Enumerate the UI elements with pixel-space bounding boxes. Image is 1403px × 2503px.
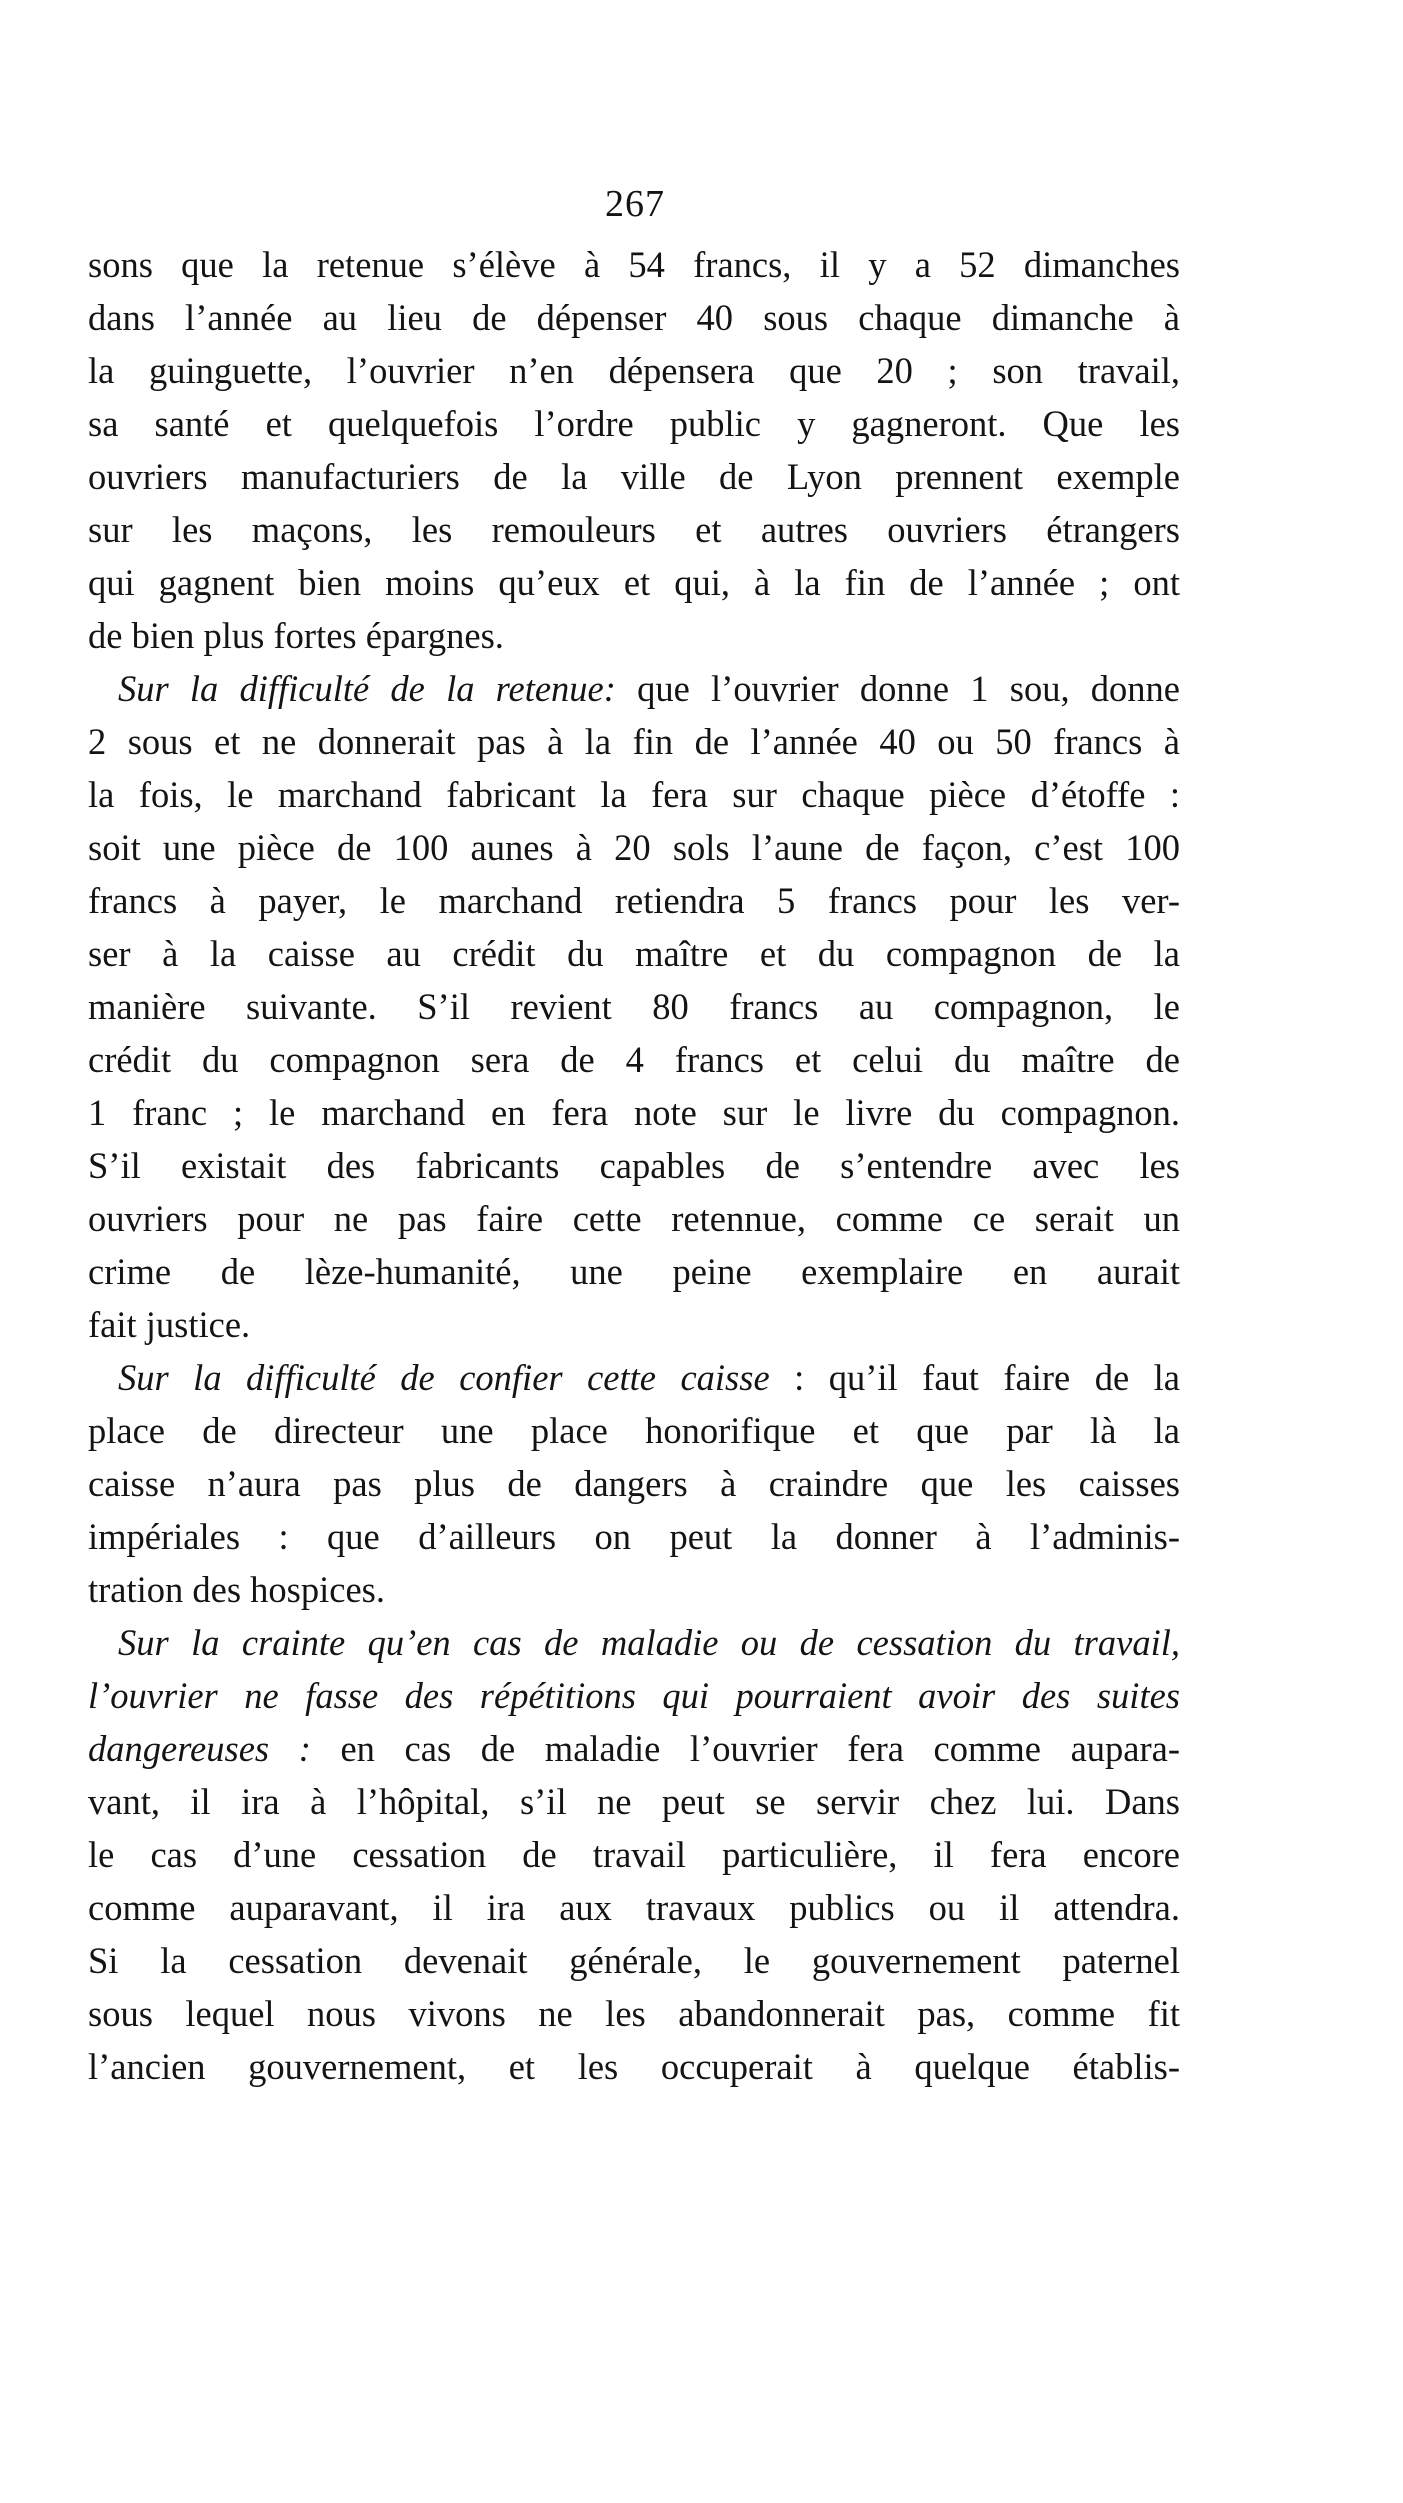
text-span: sons que la retenue s’élève à 54 francs, il y a 52 dimanches xyxy=(88,244,1180,285)
text-span: comme auparavant, il ira aux travaux publics ou il attendra. xyxy=(88,1887,1180,1928)
text-line xyxy=(88,1775,1180,1828)
italic-text: Sur la difficulté de la retenue: xyxy=(118,668,616,709)
text-span: sous lequel nous vivons ne les abandonnerait pas, comme fit xyxy=(88,1993,1180,2034)
text-line xyxy=(88,1086,1180,1139)
text-line xyxy=(88,715,1180,768)
text-line xyxy=(88,556,1180,609)
italic-text: dangereuses : xyxy=(88,1728,311,1769)
text-line xyxy=(88,609,1180,662)
text-line xyxy=(88,291,1180,344)
text-span: : qu’il faut faire de la xyxy=(769,1357,1181,1398)
text-span: caisse n’aura pas plus de dangers à craindre que les caisses xyxy=(88,1463,1180,1504)
text-line xyxy=(88,1298,1180,1351)
text-span: soit une pièce de 100 aunes à 20 sols l’aune de façon, c’est 100 xyxy=(88,827,1180,868)
text-span: ouvriers pour ne pas faire cette retennue, comme ce serait un xyxy=(88,1198,1180,1239)
text-span: sur les maçons, les remouleurs et autres ouvriers étrangers xyxy=(88,509,1180,550)
text-line xyxy=(88,874,1180,927)
text-span: crédit du compagnon sera de 4 francs et celui du maître de xyxy=(88,1039,1180,1080)
text-line xyxy=(88,927,1180,980)
text-line xyxy=(88,821,1180,874)
text-span: fait justice. xyxy=(88,1304,251,1345)
text-span: vant, il ira à l’hôpital, s’il ne peut se servir chez lui. Dans xyxy=(88,1781,1180,1822)
text-span: Si la cessation devenait générale, le gouvernement paternel xyxy=(88,1940,1180,1981)
text-line xyxy=(88,1987,1180,2040)
text-span: qui gagnent bien moins qu’eux et qui, à la fin de l’année ; ont xyxy=(88,562,1180,603)
text-line xyxy=(88,1563,1180,1616)
text-span: la fois, le marchand fabricant la fera sur chaque pièce d’étoffe : xyxy=(88,774,1180,815)
text-span: que l’ouvrier donne 1 sou, donne xyxy=(615,668,1180,709)
text-line xyxy=(88,1934,1180,1987)
text-line xyxy=(88,1192,1180,1245)
text-line xyxy=(88,1404,1180,1457)
text-line xyxy=(88,1881,1180,1934)
text-line xyxy=(88,662,1180,715)
text-line xyxy=(88,2040,1180,2093)
text-line xyxy=(88,1510,1180,1563)
text-line xyxy=(88,397,1180,450)
italic-text: Sur la crainte qu’en cas de maladie ou de cessation du travail, xyxy=(118,1622,1180,1663)
text-line xyxy=(88,1457,1180,1510)
text-span: sa santé et quelquefois l’ordre public y gagneront. Que les xyxy=(88,403,1180,444)
text-span: de bien plus fortes épargnes. xyxy=(88,615,504,656)
text-span: dans l’année au lieu de dépenser 40 sous chaque dimanche à xyxy=(88,297,1180,338)
text-line xyxy=(88,768,1180,821)
text-span: manière suivante. S’il revient 80 francs au compagnon, le xyxy=(88,986,1180,1027)
text-span: ouvriers manufacturiers de la ville de Lyon prennent exemple xyxy=(88,456,1180,497)
text-span: impériales : que d’ailleurs on peut la donner à l’adminis- xyxy=(88,1516,1180,1557)
body-text xyxy=(88,238,1180,2093)
text-line xyxy=(88,503,1180,556)
text-span: la guinguette, l’ouvrier n’en dépensera que 20 ; son travail, xyxy=(88,350,1180,391)
text-line xyxy=(88,1245,1180,1298)
text-span: l’ancien gouvernement, et les occuperait à quelque établis- xyxy=(88,2046,1180,2087)
text-span: ser à la caisse au crédit du maître et du compagnon de la xyxy=(88,933,1180,974)
text-line xyxy=(88,1669,1180,1722)
text-span: place de directeur une place honorifique et que par là la xyxy=(88,1410,1180,1451)
text-span: 2 sous et ne donnerait pas à la fin de l’année 40 ou 50 francs à xyxy=(88,721,1180,762)
text-line xyxy=(88,980,1180,1033)
text-line xyxy=(88,1722,1180,1775)
italic-text: l’ouvrier ne fasse des répétitions qui pourraient avoir des suites xyxy=(88,1675,1180,1716)
page-number: 267 xyxy=(605,183,665,225)
text-line xyxy=(88,1616,1180,1669)
text-span: S’il existait des fabricants capables de s’entendre avec les xyxy=(88,1145,1180,1186)
text-span: tration des hospices. xyxy=(88,1569,386,1610)
italic-text: Sur la difficulté de confier cette caisse xyxy=(118,1357,770,1398)
text-line xyxy=(88,1139,1180,1192)
text-span: en cas de maladie l’ouvrier fera comme aupara- xyxy=(310,1728,1181,1769)
text-span: crime de lèze-humanité, une peine exemplaire en aurait xyxy=(88,1251,1180,1292)
text-span: le cas d’une cessation de travail particulière, il fera encore xyxy=(88,1834,1180,1875)
text-span: 1 franc ; le marchand en fera note sur le livre du compagnon. xyxy=(88,1092,1180,1133)
text-span: francs à payer, le marchand retiendra 5 francs pour les ver- xyxy=(88,880,1180,921)
text-line xyxy=(88,1033,1180,1086)
text-line xyxy=(88,238,1180,291)
text-line xyxy=(88,1351,1180,1404)
text-line xyxy=(88,450,1180,503)
text-line xyxy=(88,344,1180,397)
text-line xyxy=(88,1828,1180,1881)
